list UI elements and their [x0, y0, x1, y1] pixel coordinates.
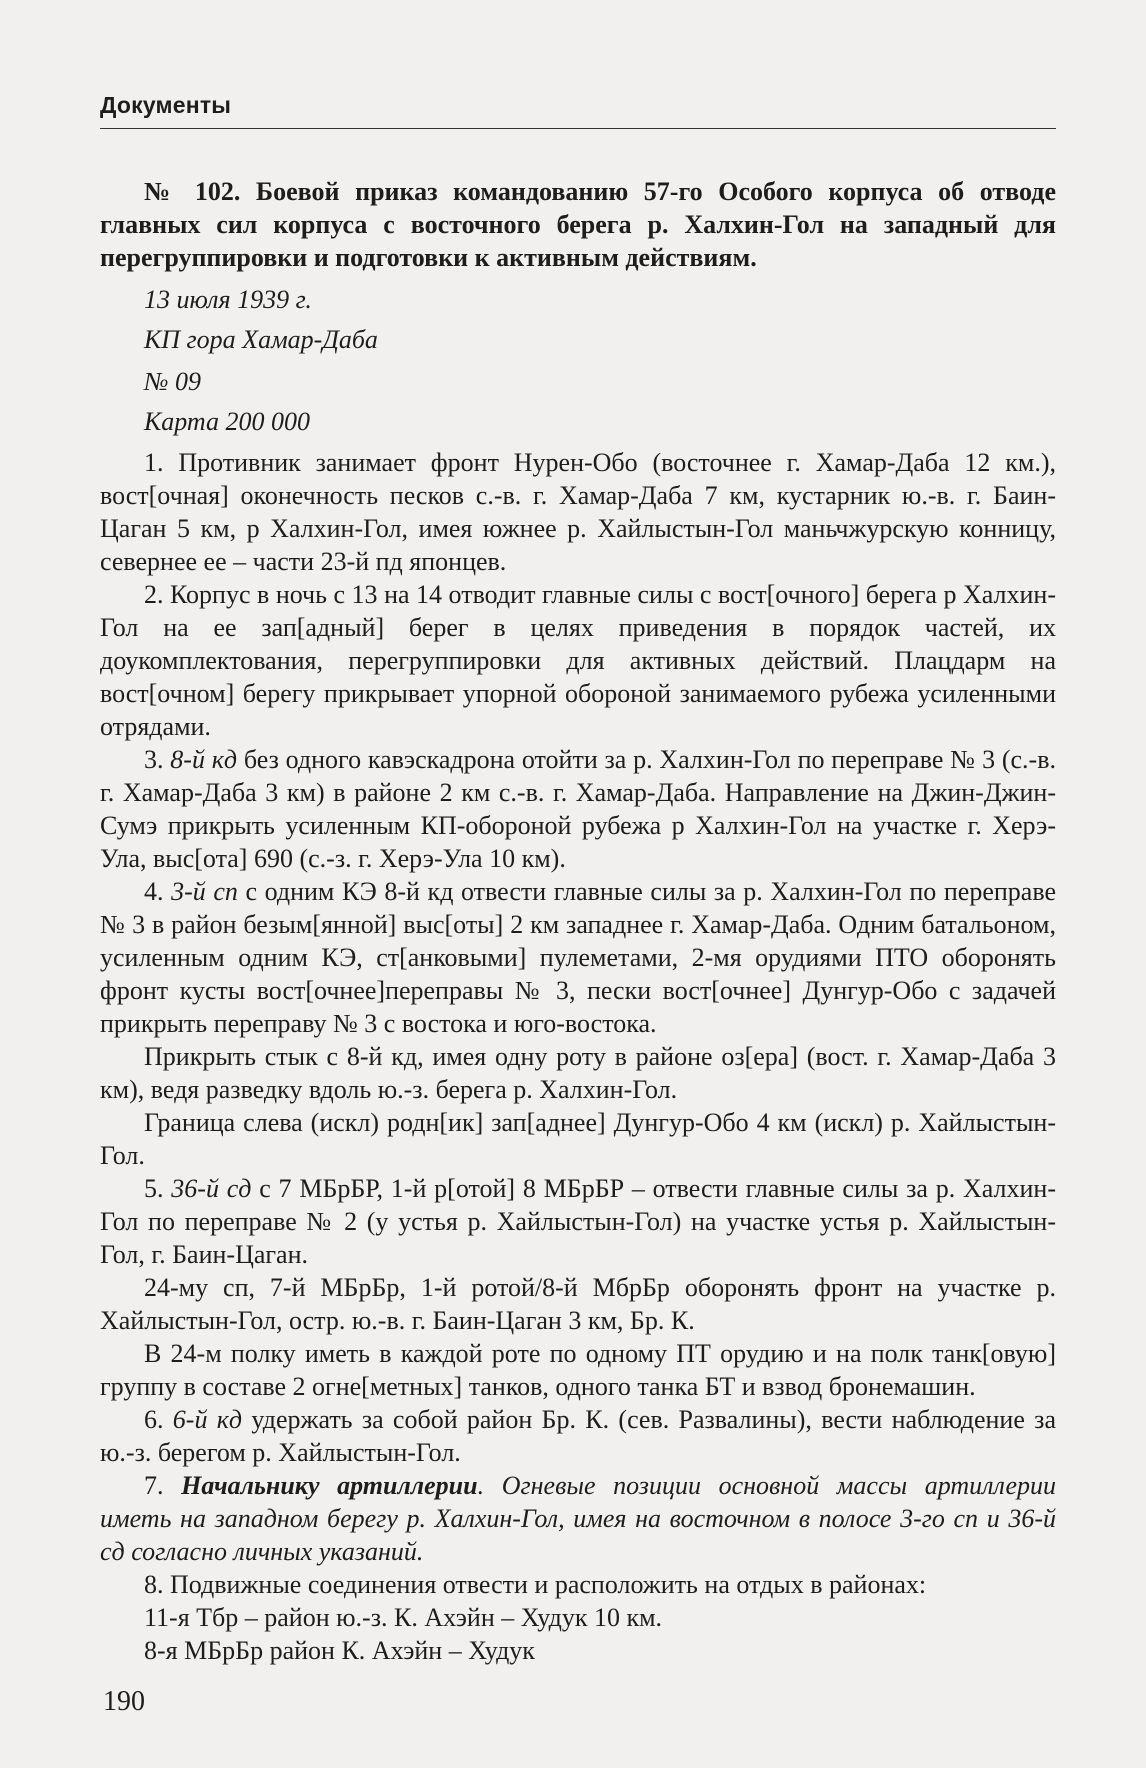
- paragraph-6-number: 6.: [144, 1405, 173, 1434]
- paragraph-8b: 8-я МБрБр район К. Ахэйн – Худук: [144, 1636, 535, 1665]
- paragraph-4-unit: 3-й сп: [171, 877, 238, 906]
- paragraph-5: [100, 1172, 1056, 1271]
- paragraph-4: [100, 875, 1056, 1040]
- paragraph-3-unit: 8-й кд: [170, 745, 238, 774]
- paragraph-3-number: 3.: [144, 745, 171, 774]
- paragraph-1: 1. Противник занимает фронт Нурен-Обо (восточнее г. Хамар-Даба 12 км.), вост[очная] оконечность песков с.-в. г. Хамар-Даба 7 км, кустарник ю.-в. г. Баин-Цаган 5 км, р Халхин-Гол, имея южнее р. Хайлыстын-Гол маньчжурскую конницу, севернее ее – части 23-й пд японцев.: [100, 448, 1056, 576]
- paragraph-7-heading: Начальнику артиллерии: [181, 1471, 478, 1500]
- document-date: 13 июля 1939 г.: [144, 285, 312, 314]
- document-place: КП гора Хамар-Даба: [144, 325, 378, 354]
- document-number: № 09: [144, 367, 202, 396]
- paragraph-4b: Прикрыть стык с 8-й кд, имея одну роту в районе оз[ера] (вост. г. Хамар-Даба 3 км), ведя разведку вдоль ю.-з. берега р. Халхин-Гол.: [100, 1042, 1056, 1104]
- paragraph-4-text: с одним КЭ 8-й кд отвести главные силы за р. Халхин-Гол по переправе № 3 в район безым[янной] выс[оты] 2 км западнее г. Хамар-Даба. Одним батальоном, усиленным одним КЭ, ст[анковыми] пулеметами, 2-мя орудиями ПТО оборонять фронт кусты вост[очнее]переправы № 3, пески вост[очнее] Дунгур-Обо с задачей прикрыть переправу № 3 с востока и юго-востока.: [100, 877, 1056, 1038]
- paragraph-5c: В 24-м полку иметь в каждой роте по одному ПТ орудию и на полк танк[овую] группу в составе 2 огне[метных] танков, одного танка БТ и взвод бронемашин.: [100, 1339, 1056, 1401]
- paragraph-5-unit: 36-й сд: [171, 1174, 252, 1203]
- paragraph-5b: 24-му сп, 7-й МБрБр, 1-й ротой/8-й МбрБр оборонять фронт на участке р. Хайлыстын-Гол, остр. ю.-в. г. Баин-Цаган 3 км, Бр. К.: [100, 1273, 1056, 1335]
- document-title: № 102. Боевой приказ командованию 57-го Особого корпуса об отводе главных сил корпуса с восточного берега р. Халхин-Гол на западный для перегруппировки и подготовки к активным действиям.: [100, 177, 1056, 272]
- document-map: Карта 200 000: [144, 407, 311, 436]
- paragraph-4-number: 4.: [144, 877, 172, 906]
- paragraph-3: [100, 743, 1056, 875]
- paragraph-7: [100, 1469, 1056, 1568]
- paragraph-3-text: без одного кавэскадрона отойти за р. Халхин-Гол по переправе № 3 (с.-в. г. Хамар-Даба 3 км) в районе 2 км с.-в. г. Хамар-Даба. Направление на Джин-Джин-Сумэ прикрыть усиленным КП-обороной рубежа р Халхин-Гол на участке г. Херэ-Ула, выс[ота] 690 (с.-з. г. Херэ-Ула 10 км).: [100, 745, 1056, 873]
- paragraph-7-number: 7.: [144, 1471, 182, 1500]
- paragraph-6-unit: 6-й кд: [172, 1405, 243, 1434]
- paragraph-6-text: удержать за собой район Бр. К. (сев. Развалины), вести наблюдение за ю.-з. берегом р. Хайлыстын-Гол.: [100, 1405, 1056, 1467]
- paragraph-7-text: . Огневые позиции основной массы артиллерии иметь на западном берегу р. Халхин-Гол, имея на восточном в полосе 3-го сп и 36-й сд согласно личных указаний.: [100, 1471, 1057, 1566]
- document-body: [100, 175, 1056, 1667]
- page-number: 190: [103, 1686, 145, 1717]
- paragraph-5-text: с 7 МБрБР, 1-й р[отой] 8 МБрБР – отвести главные силы за р. Халхин-Гол по переправе № 2 (у устья р. Хайлыстын-Гол) на участке устья р. Хайлыстын-Гол, г. Баин-Цаган.: [100, 1174, 1056, 1269]
- running-head: Документы: [100, 92, 232, 118]
- paragraph-8a: 11-я Тбр – район ю.-з. К. Ахэйн – Худук 10 км.: [144, 1603, 663, 1632]
- paragraph-6: [100, 1403, 1056, 1469]
- paragraph-4c: Граница слева (искл) родн[ик] зап[аднее] Дунгур-Обо 4 км (искл) р. Хайлыстын-Гол.: [100, 1108, 1056, 1170]
- paragraph-8: 8. Подвижные соединения отвести и расположить на отдых в районах:: [144, 1570, 927, 1599]
- header-rule: [100, 128, 1056, 129]
- paragraph-2: 2. Корпус в ночь с 13 на 14 отводит главные силы с вост[очного] берега р Халхин-Гол на ее зап[адный] берег в целях приведения в порядок частей, их доукомплектования, перегруппировки для активных действий. Плацдарм на вост[очном] берегу прикрывает упорной обороной занимаемого рубежа усиленными отрядами.: [100, 580, 1056, 741]
- paragraph-5-number: 5.: [144, 1174, 172, 1203]
